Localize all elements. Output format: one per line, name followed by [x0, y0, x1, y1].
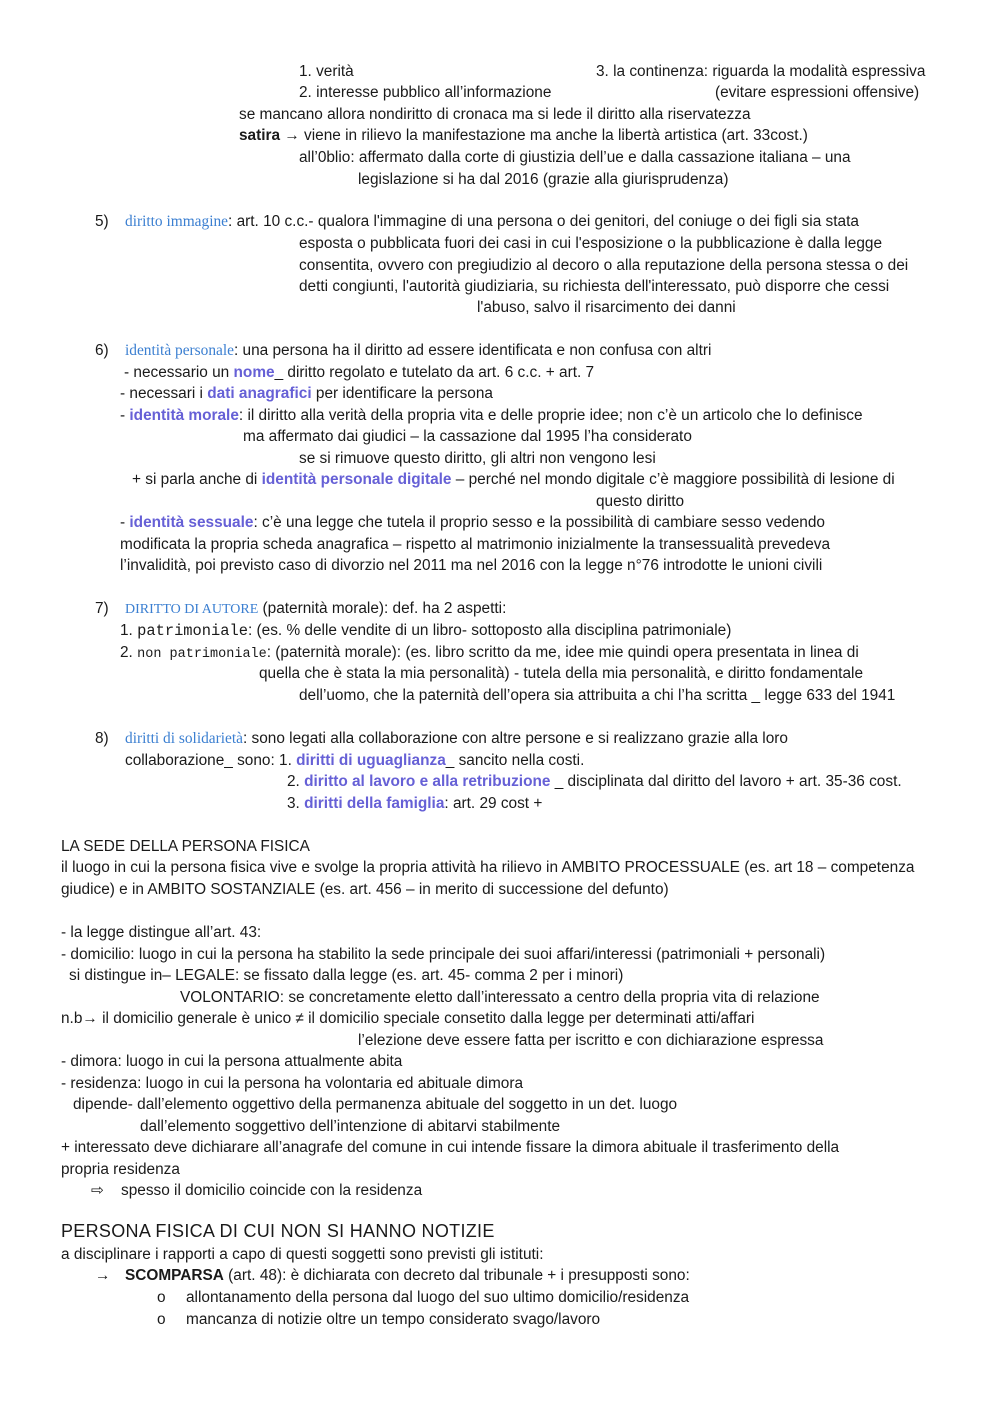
text: _ diritto regolato e tutelato da art. 6 c.c. + art. 7	[274, 364, 595, 381]
text-line: + interessato deve dichiarare all’anagrafe del comune in cui intende fissare la dimora abituale il trasferimento della	[61, 1139, 840, 1156]
text-line	[120, 406, 863, 426]
text-line: detti congiunti, l'autorità giudiziaria, su richiesta dell'interessato, può disporre che cessi	[299, 278, 890, 295]
text-line: dall’elemento soggettivo dell’intenzione di abitarvi stabilmente	[140, 1118, 561, 1135]
text-line: VOLONTARIO: se concretamente eletto dall’interessato a centro della propria vita di relazione	[180, 989, 820, 1006]
arrow-right-icon: ⇨	[91, 1182, 104, 1199]
text: : c’è una legge che tutela il proprio sesso e la possibilità di cambiare sesso vedendo	[253, 514, 825, 531]
text: : (es. % delle vendite di un libro- sottoposto alla disciplina patrimoniale)	[247, 622, 732, 639]
text-line: se mancano allora nondiritto di cronaca ma si lede il diritto alla riservatezza	[239, 106, 751, 123]
section-number: 5)	[95, 213, 109, 230]
code-term: patrimoniale	[137, 622, 248, 640]
arrow-icon: →	[95, 1267, 111, 1284]
paragraph-line: il luogo in cui la persona fisica vive e svolge la propria attività ha rilievo in AMBITO PROCESSUALE (es. art 18 – competenza	[61, 859, 915, 876]
list-item-verita: 1. verità	[299, 63, 354, 80]
arrow-icon: →	[82, 1010, 98, 1027]
text-line: dipende- dall’elemento oggettivo della permanenza abituale del soggetto in un det. luogo	[73, 1096, 678, 1113]
text-line: - dimora: luogo in cui la persona attualmente abita	[61, 1053, 403, 1070]
text-line	[120, 513, 825, 533]
text: : (paternità morale): (es. libro scritto da me, idee mie quindi opera presentata in linea di	[266, 644, 859, 661]
list-item: allontanamento della persona dal luogo del suo ultimo domicilio/residenza	[186, 1289, 690, 1306]
section-number: 6)	[95, 342, 109, 359]
bullet-icon: o	[157, 1289, 166, 1306]
text-line	[120, 643, 859, 665]
term-label: SCOMPARSA	[125, 1267, 224, 1284]
highlight-term: identità personale digitale	[261, 471, 452, 488]
text-line	[120, 384, 493, 404]
section-title: identità personale	[125, 342, 234, 359]
satira-text: viene in rilievo la manifestazione ma anche la libertà artistica (art. 33cost.)	[299, 127, 808, 144]
section-6-line	[125, 341, 711, 361]
text: - necessari i	[120, 385, 208, 402]
text: _ sancito nella costi.	[445, 752, 585, 769]
list-item-interesse: 2. interesse pubblico all’informazione	[299, 84, 552, 101]
note-espressioni: (evitare espressioni offensive)	[715, 84, 920, 101]
text: – perché nel mondo digitale c’è maggiore possibilità di lesione di	[451, 471, 895, 488]
arrow-icon: →	[284, 127, 300, 144]
text: (art. 48): è dichiarata con decreto dal tribunale + i presupposti sono:	[223, 1267, 690, 1284]
highlight-term: diritto al lavoro e alla retribuzione	[304, 773, 551, 790]
highlight-term: identità sessuale	[129, 514, 254, 531]
text-line: l’elezione deve essere fatta per iscritto e con dichiarazione espressa	[358, 1032, 824, 1049]
section-text: : una persona ha il diritto ad essere identificata e non confusa con altri	[233, 342, 712, 359]
text: - necessario un	[124, 364, 234, 381]
list-item: mancanza di notizie oltre un tempo considerato svago/lavoro	[186, 1311, 601, 1328]
text-line: - domicilio: luogo in cui la persona ha stabilito la sede principale dei suoi affari/interessi (patrimoniali + personali)	[61, 946, 826, 963]
section-number: 7)	[95, 600, 109, 617]
satira-line	[239, 126, 808, 146]
highlight-term: nome	[233, 364, 275, 381]
section-title: diritto immagine	[125, 213, 229, 230]
section-number: 8)	[95, 730, 109, 747]
paragraph-line: giudice) e in AMBITO SOSTANZIALE (es. art. 456 – in merito di successione del defunto)	[61, 881, 669, 898]
text-line: l'abuso, salvo il risarcimento dei danni	[477, 299, 736, 316]
text-line: a disciplinare i rapporti a capo di questi soggetti sono previsti gli istituti:	[61, 1246, 544, 1263]
text-line: spesso il domicilio coincide con la residenza	[121, 1182, 423, 1199]
section-8-line	[125, 729, 788, 749]
highlight-term: diritti della famiglia	[304, 795, 445, 812]
text: -	[120, 407, 130, 424]
section-text: (paternità morale): def. ha 2 aspetti:	[258, 600, 507, 617]
text-line: - la legge distingue all’art. 43:	[61, 924, 262, 941]
text: 3.	[287, 795, 305, 812]
code-term: non patrimoniale	[137, 647, 267, 662]
text-line: propria residenza	[61, 1161, 180, 1178]
text-line	[287, 794, 542, 814]
text-line	[61, 1009, 754, 1029]
text-line: questo diritto	[596, 493, 685, 510]
section-title: diritti di solidarietà	[125, 730, 243, 747]
section-heading: PERSONA FISICA DI CUI NON SI HANNO NOTIZIE	[61, 1221, 495, 1241]
text-line: si distingue in– LEGALE: se fissato dalla legge (es. art. 45- comma 2 per i minori)	[69, 967, 624, 984]
oblio-line-2: legislazione si ha dal 2016 (grazie alla giurisprudenza)	[358, 171, 729, 188]
text-line: ma affermato dai giudici – la cassazione dal 1995 l’ha considerato	[243, 428, 692, 445]
text: : art. 29 cost +	[444, 795, 543, 812]
text-line: quella che è stata la mia personalità) - tutela della mia personalità, e diritto fondamentale	[259, 665, 863, 682]
text-line: consentita, ovvero con pregiudizio al decoro o alla reputazione della persona stessa o dei	[299, 257, 909, 274]
text: 2.	[287, 773, 305, 790]
section-title: DIRITTO DI AUTORE	[125, 602, 259, 617]
text: 1.	[120, 622, 138, 639]
text-line: l’invalidità, poi previsto caso di divorzio nel 2011 ma nel 2016 con la legge n°76 introdotte le unioni civili	[120, 557, 823, 574]
section-7-line	[125, 599, 506, 620]
text: -	[120, 514, 130, 531]
highlight-term: identità morale	[129, 407, 239, 424]
oblio-line-1: all’0blio: affermato dalla corte di giustizia dell’ue e dalla cassazione italiana – una	[299, 149, 851, 166]
highlight-term: diritti di uguaglianza	[296, 752, 446, 769]
text-line	[120, 621, 731, 641]
text-line: modificata la propria scheda anagrafica – rispetto al matrimonio inizialmente la transessualità prevedeva	[120, 536, 831, 553]
satira-label: satira	[239, 127, 281, 144]
text: _ disciplinata dal diritto del lavoro + art. 35-36 cost.	[550, 773, 902, 790]
text: il domicilio generale è unico ≠ il domicilio speciale consetito dalla legge per determinati atti/affari	[97, 1010, 755, 1027]
section-text: : sono legati alla collaborazione con altre persone e si realizzano grazie alla loro	[242, 730, 788, 747]
text-line: se si rimuove questo diritto, gli altri non vengono lesi	[299, 450, 656, 467]
text: + si parla anche di	[132, 471, 262, 488]
text-line	[124, 363, 594, 383]
text: n.b	[61, 1010, 83, 1027]
text: : il diritto alla verità della propria vita e delle proprie idee; non c’è un articolo che lo definisce	[238, 407, 863, 424]
text-line: dell’uomo, che la paternità dell’opera sia attribuita a chi l’ha scritta _ legge 633 del 1941	[299, 687, 896, 704]
text: collaborazione_ sono: 1.	[125, 752, 297, 769]
text-line	[125, 751, 584, 771]
section-heading: LA SEDE DELLA PERSONA FISICA	[61, 838, 310, 855]
section-text: : art. 10 c.c.- qualora l'immagine di una persona o dei genitori, del coniuge o dei figli sia stata	[228, 213, 859, 230]
text-line	[125, 1266, 690, 1286]
text-line	[132, 470, 895, 490]
text-line: esposta o pubblicata fuori dei casi in cui l'esposizione o la pubblicazione è dalla legge	[299, 235, 883, 252]
text-line: - residenza: luogo in cui la persona ha volontaria ed abituale dimora	[61, 1075, 524, 1092]
section-5-line	[125, 212, 859, 232]
text: per identificare la persona	[311, 385, 493, 402]
text-line	[287, 772, 902, 792]
list-item-continenza: 3. la continenza: riguarda la modalità espressiva	[596, 63, 926, 80]
highlight-term: dati anagrafici	[207, 385, 312, 402]
bullet-icon: o	[157, 1311, 166, 1328]
text: 2.	[120, 644, 138, 661]
